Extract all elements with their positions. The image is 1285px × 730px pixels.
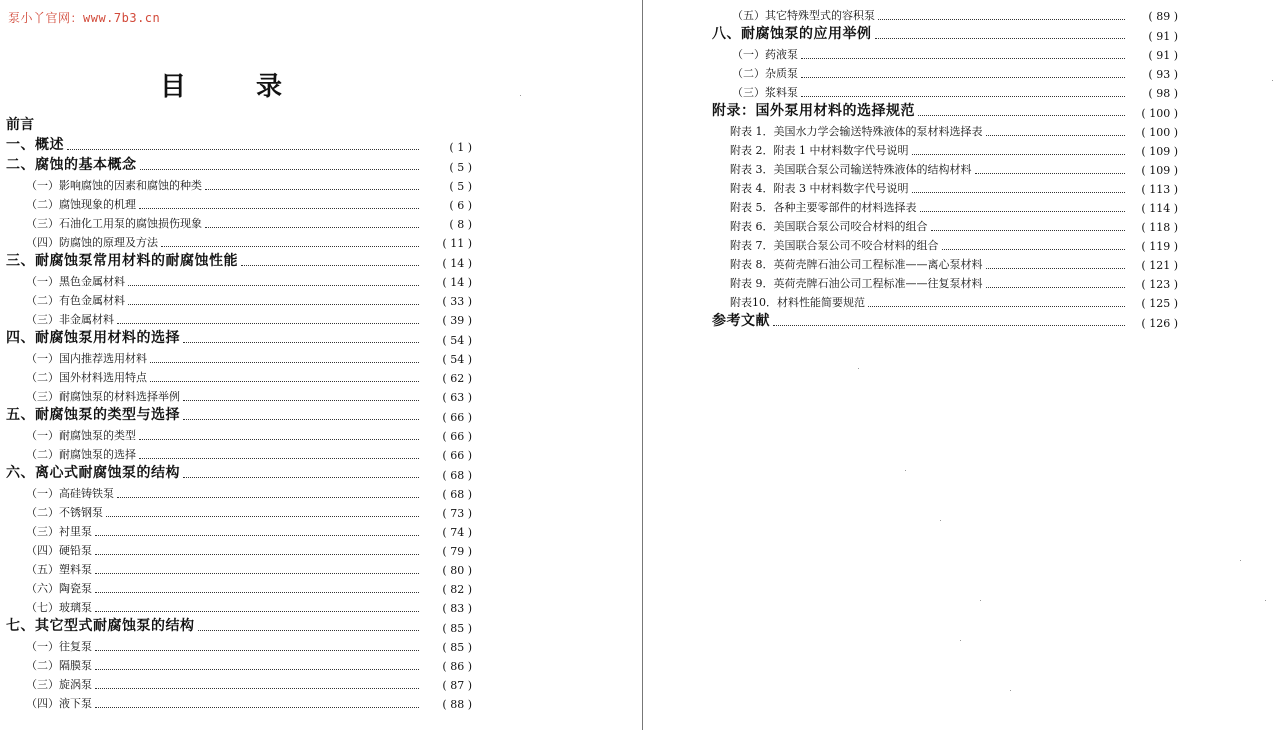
toc-page-number: ( 85 ) <box>422 641 472 654</box>
toc-page-number: ( 80 ) <box>422 564 472 577</box>
toc-leader-dots <box>912 191 1126 193</box>
toc-entry-label: 八、耐腐蚀泵的应用举例 <box>712 26 872 42</box>
toc-leader-dots <box>198 629 420 631</box>
toc-entry-label: （三）石油化工用泵的腐蚀损伤现象 <box>26 217 202 230</box>
toc-leader-dots <box>140 168 420 170</box>
toc-page-number: ( 74 ) <box>422 526 472 539</box>
toc-entry <box>712 139 1178 158</box>
toc-entry <box>712 234 1178 253</box>
toc-leader-dots <box>95 668 419 670</box>
toc-entry-label: 参考文献 <box>712 313 770 329</box>
toc-page-number: ( 91 ) <box>1128 30 1178 43</box>
toc-leader-dots <box>878 18 1125 20</box>
toc-leader-dots <box>912 153 1126 155</box>
toc-entry-label: 六、离心式耐腐蚀泵的结构 <box>6 465 180 481</box>
toc-entry <box>6 289 472 308</box>
toc-leader-dots <box>95 706 419 708</box>
toc-leader-dots <box>95 534 419 536</box>
toc-page-number: ( 66 ) <box>422 430 472 443</box>
toc-leader-dots <box>95 649 419 651</box>
toc-page-number: ( 66 ) <box>422 411 472 424</box>
toc-entry-label: （三）非金属材料 <box>26 313 114 326</box>
toc-entry-label: 二、腐蚀的基本概念 <box>6 157 137 173</box>
toc-entry-label: 附表 6．美国联合泵公司咬合材料的组合 <box>730 220 928 233</box>
toc-leader-dots <box>931 229 1126 231</box>
toc-entry <box>6 250 472 270</box>
toc-page-number: ( 8 ) <box>422 218 472 231</box>
toc-entry-label: 前言 <box>6 117 34 133</box>
toc-entry-label: 五、耐腐蚀泵的类型与选择 <box>6 407 180 423</box>
toc-page-number: ( 83 ) <box>422 602 472 615</box>
toc-entry-label: （二）隔膜泵 <box>26 659 92 672</box>
toc-entry-label: （一）药液泵 <box>732 48 798 61</box>
toc-entry <box>6 193 472 212</box>
toc-leader-dots <box>128 284 419 286</box>
toc-leader-dots <box>920 210 1126 212</box>
toc-entry <box>6 327 472 347</box>
toc-entry-label: （二）国外材料选用特点 <box>26 371 147 384</box>
toc-page-number: ( 119 ) <box>1128 240 1178 253</box>
toc-page-number: ( 1 ) <box>422 141 472 154</box>
toc-leader-dots <box>801 95 1125 97</box>
toc-page-number: ( 88 ) <box>422 698 472 711</box>
toc-leader-dots <box>95 553 419 555</box>
toc-leader-dots <box>128 303 419 305</box>
toc-entry <box>712 81 1178 100</box>
toc-page-number: ( 87 ) <box>422 679 472 692</box>
toc-leader-dots <box>139 438 419 440</box>
toc-page-number: ( 98 ) <box>1128 87 1178 100</box>
toc-leader-dots <box>106 515 419 517</box>
toc-entry-label: （五）其它特殊型式的容积泵 <box>732 9 875 22</box>
toc-entry-label: 附录：国外泵用材料的选择规范 <box>712 103 915 119</box>
toc-entry-label: 一、概述 <box>6 137 64 153</box>
toc-entry <box>712 310 1178 330</box>
toc-page-number: ( 93 ) <box>1128 68 1178 81</box>
toc-entry <box>6 308 472 327</box>
toc-page-number: ( 125 ) <box>1128 297 1178 310</box>
toc-entry <box>712 177 1178 196</box>
toc-leader-dots <box>868 305 1125 307</box>
toc-entry <box>6 654 472 673</box>
toc-leader-dots <box>986 267 1126 269</box>
toc-leader-dots <box>150 380 419 382</box>
toc-leader-dots <box>95 687 419 689</box>
toc-entry <box>712 158 1178 177</box>
toc-page-number: ( 79 ) <box>422 545 472 558</box>
toc-page-number: ( 121 ) <box>1128 259 1178 272</box>
toc-entry-label: （四）防腐蚀的原理及方法 <box>26 236 158 249</box>
toc-page-number: ( 73 ) <box>422 507 472 520</box>
toc-page-number: ( 11 ) <box>422 237 472 250</box>
toc-entry <box>6 577 472 596</box>
toc-page-number: ( 33 ) <box>422 295 472 308</box>
toc-entry <box>6 174 472 193</box>
toc-leader-dots <box>150 361 419 363</box>
toc-page-number: ( 5 ) <box>422 161 472 174</box>
toc-page-number: ( 100 ) <box>1128 107 1178 120</box>
toc-leader-dots <box>241 264 419 266</box>
page-title: 目录 <box>160 72 353 102</box>
toc-entry-label: （一）国内推荐选用材料 <box>26 352 147 365</box>
toc-entry <box>6 154 472 174</box>
toc-entry <box>6 114 472 134</box>
toc-page-number: ( 62 ) <box>422 372 472 385</box>
toc-entry-label: 附表 4．附表 3 中材料数字代号说明 <box>730 182 909 195</box>
toc-leader-dots <box>139 457 419 459</box>
toc-entry-label: （三）耐腐蚀泵的材料选择举例 <box>26 390 180 403</box>
toc-entry <box>712 253 1178 272</box>
toc-entry-label: （四）硬铅泵 <box>26 544 92 557</box>
toc-entry-label: （二）腐蚀现象的机理 <box>26 198 136 211</box>
toc-page-number: ( 54 ) <box>422 334 472 347</box>
toc-entry-label: （一）黑色金属材料 <box>26 275 125 288</box>
toc-entry <box>6 366 472 385</box>
toc-entry <box>712 62 1178 81</box>
toc-page-number: ( 68 ) <box>422 488 472 501</box>
toc-entry <box>6 270 472 289</box>
toc-entry <box>712 215 1178 234</box>
toc-entry-label: 附表 5．各种主要零部件的材料选择表 <box>730 201 917 214</box>
toc-leader-dots <box>95 572 419 574</box>
toc-page-number: ( 14 ) <box>422 257 472 270</box>
toc-leader-dots <box>117 496 419 498</box>
toc-leader-dots <box>67 148 419 150</box>
toc-entry-label: （三）衬里泵 <box>26 525 92 538</box>
toc-page-number: ( 6 ) <box>422 199 472 212</box>
toc-leader-dots <box>875 37 1126 39</box>
toc-page-number: ( 86 ) <box>422 660 472 673</box>
toc-page-number: ( 39 ) <box>422 314 472 327</box>
toc-entry <box>6 134 472 154</box>
toc-page-number: ( 68 ) <box>422 469 472 482</box>
toc-leader-dots <box>801 76 1125 78</box>
toc-page-number: ( 82 ) <box>422 583 472 596</box>
toc-entry <box>6 520 472 539</box>
toc-entry <box>6 462 472 482</box>
toc-leader-dots <box>161 245 419 247</box>
toc-entry-label: 附表 3．美国联合泵公司输送特殊液体的结构材料 <box>730 163 972 176</box>
toc-leader-dots <box>95 610 419 612</box>
toc-leader-dots <box>95 591 419 593</box>
toc-leader-dots <box>975 172 1126 174</box>
toc-entry <box>6 231 472 250</box>
toc-page-number: ( 66 ) <box>422 449 472 462</box>
toc-leader-dots <box>942 248 1126 250</box>
toc-page-number: ( 14 ) <box>422 276 472 289</box>
toc-page-number: ( 85 ) <box>422 622 472 635</box>
toc-entry <box>6 424 472 443</box>
toc-entry <box>6 385 472 404</box>
toc-page-number: ( 89 ) <box>1128 10 1178 23</box>
toc-page-number: ( 91 ) <box>1128 49 1178 62</box>
toc-entry-label: （二）不锈钢泵 <box>26 506 103 519</box>
toc-entry-label: 附表 8．英荷壳牌石油公司工程标准——离心泵材料 <box>730 258 983 271</box>
toc-entry <box>6 539 472 558</box>
toc-entry <box>6 596 472 615</box>
toc-page-number: ( 113 ) <box>1128 183 1178 196</box>
toc-leader-dots <box>205 226 419 228</box>
toc-entry <box>712 4 1178 23</box>
page-divider <box>642 0 643 730</box>
toc-leader-dots <box>918 114 1125 116</box>
toc-entry-label: 四、耐腐蚀泵用材料的选择 <box>6 330 180 346</box>
toc-entry-label: 三、耐腐蚀泵常用材料的耐腐蚀性能 <box>6 253 238 269</box>
toc-leader-dots <box>773 324 1125 326</box>
toc-leader-dots <box>986 134 1126 136</box>
toc-page-number: ( 114 ) <box>1128 202 1178 215</box>
toc-entry-label: 七、其它型式耐腐蚀泵的结构 <box>6 618 195 634</box>
toc-leader-dots <box>139 207 419 209</box>
toc-entry-label: 附表 7．美国联合泵公司不咬合材料的组合 <box>730 239 939 252</box>
toc-entry-label: 附表 2．附表 1 中材料数字代号说明 <box>730 144 909 157</box>
toc-entry <box>712 291 1178 310</box>
toc-left-column <box>6 114 472 711</box>
toc-entry <box>6 212 472 231</box>
toc-right-column <box>712 4 1178 330</box>
toc-page-number: ( 126 ) <box>1128 317 1178 330</box>
toc-leader-dots <box>801 57 1125 59</box>
toc-entry-label: （二）耐腐蚀泵的选择 <box>26 448 136 461</box>
toc-leader-dots <box>183 399 419 401</box>
toc-entry <box>6 558 472 577</box>
toc-page-number: ( 118 ) <box>1128 221 1178 234</box>
toc-page-number: ( 5 ) <box>422 180 472 193</box>
toc-entry-label: （一）耐腐蚀泵的类型 <box>26 429 136 442</box>
toc-entry-label: （二）杂质泵 <box>732 67 798 80</box>
toc-entry <box>712 272 1178 291</box>
toc-entry <box>712 120 1178 139</box>
toc-page-number: ( 109 ) <box>1128 164 1178 177</box>
toc-page-number: ( 63 ) <box>422 391 472 404</box>
toc-entry-label: 附表 1．美国水力学会输送特殊液体的泵材料选择表 <box>730 125 983 138</box>
toc-entry-label: （三）浆料泵 <box>732 86 798 99</box>
toc-entry-label: 附表10．材料性能简要规范 <box>730 296 865 309</box>
toc-entry-label: （四）液下泵 <box>26 697 92 710</box>
toc-entry-label: 附表 9．英荷壳牌石油公司工程标准——往复泵材料 <box>730 277 983 290</box>
toc-entry <box>6 443 472 462</box>
toc-entry <box>6 501 472 520</box>
watermark: 泵小丫官网：www.7b3.cn <box>8 11 161 25</box>
toc-page-number: ( 100 ) <box>1128 126 1178 139</box>
toc-leader-dots <box>205 188 419 190</box>
toc-leader-dots <box>986 286 1126 288</box>
toc-entry <box>6 673 472 692</box>
toc-entry <box>712 100 1178 120</box>
toc-entry-label: （一）影响腐蚀的因素和腐蚀的种类 <box>26 179 202 192</box>
toc-entry-label: （七）玻璃泵 <box>26 601 92 614</box>
toc-page-number: ( 109 ) <box>1128 145 1178 158</box>
toc-entry <box>6 692 472 711</box>
toc-leader-dots <box>183 476 419 478</box>
toc-entry-label: （一）高硅铸铁泵 <box>26 487 114 500</box>
toc-entry <box>712 23 1178 43</box>
toc-page-number: ( 54 ) <box>422 353 472 366</box>
toc-entry <box>6 482 472 501</box>
toc-entry-label: （一）往复泵 <box>26 640 92 653</box>
toc-leader-dots <box>183 341 419 343</box>
toc-entry <box>6 635 472 654</box>
toc-entry <box>6 615 472 635</box>
toc-entry <box>712 196 1178 215</box>
toc-entry-label: （二）有色金属材料 <box>26 294 125 307</box>
toc-page-number: ( 123 ) <box>1128 278 1178 291</box>
toc-entry-label: （五）塑料泵 <box>26 563 92 576</box>
toc-entry-label: （六）陶瓷泵 <box>26 582 92 595</box>
toc-entry <box>712 43 1178 62</box>
toc-entry-label: （三）旋涡泵 <box>26 678 92 691</box>
toc-leader-dots <box>117 322 419 324</box>
toc-entry <box>6 347 472 366</box>
toc-leader-dots <box>183 418 419 420</box>
toc-entry <box>6 404 472 424</box>
